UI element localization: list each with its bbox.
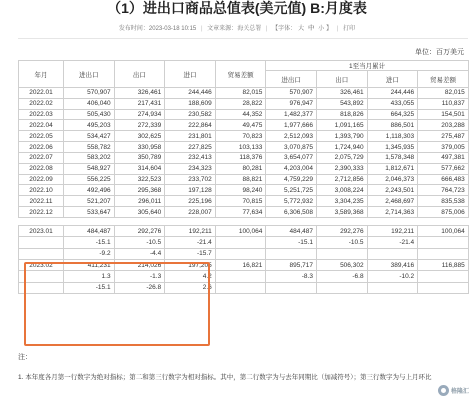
cell-value: 577,662 — [418, 163, 469, 174]
cell-value: 234,323 — [165, 163, 216, 174]
cell-value — [418, 248, 469, 259]
cell-value: 556,225 — [64, 174, 115, 185]
cell-value: 197,205 — [165, 259, 216, 270]
page-title: （1）进出口商品总值表(美元值) B:月度表 — [107, 0, 367, 16]
cell-value: 1,578,348 — [367, 152, 418, 163]
cell-value: -1.3 — [114, 271, 165, 282]
table-row — [19, 237, 469, 248]
cell-value: 244,446 — [165, 88, 216, 99]
cell-value — [215, 237, 266, 248]
spacer-cell — [19, 217, 64, 225]
table-row — [19, 163, 469, 174]
cell-value: 406,040 — [64, 98, 115, 109]
article-meta — [0, 25, 474, 34]
cell-value: 835,538 — [418, 196, 469, 207]
cell-value: 6,306,508 — [266, 207, 317, 218]
cell-value — [266, 248, 317, 259]
cell-value: 203,288 — [418, 120, 469, 131]
cell-value — [418, 282, 469, 293]
cell-month: 2022.11 — [19, 196, 64, 207]
font-size-close: 】 — [326, 26, 333, 32]
cell-value — [418, 237, 469, 248]
cell-value: -10.5 — [316, 237, 367, 248]
col-header-cumulative: 1至当月累计 — [266, 61, 468, 71]
cell-value: 4,759,229 — [266, 174, 317, 185]
table-row — [19, 225, 469, 236]
publish-label: 发布时间： — [118, 26, 149, 32]
cell-value: 275,487 — [418, 131, 469, 142]
table-row — [19, 185, 469, 196]
cell-value — [215, 282, 266, 293]
table-row — [19, 207, 469, 218]
spacer-cell — [215, 217, 266, 225]
logo-mark-icon — [438, 385, 449, 396]
cell-value: 5,251,725 — [266, 185, 317, 196]
col-header-export: 出口 — [114, 61, 165, 88]
cell-value: -10.5 — [114, 237, 165, 248]
trade-value-table — [18, 60, 469, 294]
cell-value: 296,011 — [114, 196, 165, 207]
cell-value: 492,496 — [64, 185, 115, 196]
cell-value: 4,203,004 — [266, 163, 317, 174]
cell-value: 764,723 — [418, 185, 469, 196]
cell-value — [215, 248, 266, 259]
table-row — [19, 282, 469, 293]
cell-month — [19, 271, 64, 282]
col-header-cum-import: 进口 — [367, 71, 418, 88]
table-row — [19, 248, 469, 259]
cell-value — [367, 248, 418, 259]
spacer-cell — [418, 217, 469, 225]
cell-value: 192,211 — [165, 225, 216, 236]
cell-value: 495,203 — [64, 120, 115, 131]
cell-value: 232,413 — [165, 152, 216, 163]
cell-value: -9.2 — [64, 248, 115, 259]
cell-value: 895,717 — [266, 259, 317, 270]
cell-value: 558,782 — [64, 142, 115, 153]
table-row — [19, 109, 469, 120]
cell-value: -15.7 — [165, 248, 216, 259]
cell-value: 2.6 — [165, 282, 216, 293]
cell-value: 2,468,697 — [367, 196, 418, 207]
cell-month: 2022.10 — [19, 185, 64, 196]
cell-value: 2,712,856 — [316, 174, 367, 185]
table-row — [19, 259, 469, 270]
cell-value: 227,825 — [165, 142, 216, 153]
cell-value: -15.1 — [64, 237, 115, 248]
cell-value — [266, 282, 317, 293]
cell-value — [316, 282, 367, 293]
spacer-cell — [367, 217, 418, 225]
cell-value: 326,461 — [316, 88, 367, 99]
cell-value: 326,461 — [114, 88, 165, 99]
cell-value: 222,864 — [165, 120, 216, 131]
cell-value — [367, 282, 418, 293]
cell-value: 2,512,093 — [266, 131, 317, 142]
cell-value: 28,822 — [215, 98, 266, 109]
cell-value: 1,393,790 — [316, 131, 367, 142]
print-link[interactable]: 打印 — [343, 26, 356, 32]
table-row — [19, 152, 469, 163]
cell-value: 228,007 — [165, 207, 216, 218]
meta-divider: | — [265, 26, 268, 32]
font-size-medium-button[interactable]: 中 — [308, 26, 315, 32]
cell-value: 225,196 — [165, 196, 216, 207]
cell-value: 433,055 — [367, 98, 418, 109]
cell-value: -10.2 — [367, 271, 418, 282]
cell-value: 4.2 — [165, 271, 216, 282]
cell-value: 292,276 — [114, 225, 165, 236]
cell-value: 1,118,303 — [367, 131, 418, 142]
notes-text: 1. 本年度各月第一行数字为绝对指标；第二和第三行数字为相对指标。其中，第二行数字为与去年同期比（加减符号）；第三行数字为与上月环比 — [18, 374, 432, 381]
cell-value: 543,892 — [316, 98, 367, 109]
cell-month: 2022.07 — [19, 152, 64, 163]
cell-value: 3,589,368 — [316, 207, 367, 218]
table-row — [19, 120, 469, 131]
cell-value: 192,211 — [367, 225, 418, 236]
table-row — [19, 131, 469, 142]
cell-value: 666,483 — [418, 174, 469, 185]
cell-value: 886,501 — [367, 120, 418, 131]
cell-value: 70,823 — [215, 131, 266, 142]
cell-value: 506,302 — [316, 259, 367, 270]
spacer-cell — [64, 217, 115, 225]
cell-value: 3,304,235 — [316, 196, 367, 207]
cell-month: 2022.05 — [19, 131, 64, 142]
cell-value: -15.1 — [266, 237, 317, 248]
font-size-large-button[interactable]: 大 — [298, 26, 305, 32]
cell-value: 322,523 — [114, 174, 165, 185]
table-row — [19, 98, 469, 109]
cell-value: 88,821 — [215, 174, 266, 185]
cell-value: 1,724,940 — [316, 142, 367, 153]
cell-value: 16,821 — [215, 259, 266, 270]
cell-value: 118,376 — [215, 152, 266, 163]
cell-value: 231,801 — [165, 131, 216, 142]
table-row — [19, 196, 469, 207]
cell-value: -21.4 — [165, 237, 216, 248]
table-row — [19, 271, 469, 282]
cell-value: 272,339 — [114, 120, 165, 131]
notes-label: 注： — [18, 354, 32, 361]
cell-value: 188,609 — [165, 98, 216, 109]
cell-value: 570,907 — [64, 88, 115, 99]
meta-divider: | — [336, 26, 339, 32]
cell-value: 230,582 — [165, 109, 216, 120]
cell-value: 818,826 — [316, 109, 367, 120]
cell-value: 3,008,224 — [316, 185, 367, 196]
watermark-logo — [438, 382, 472, 398]
cell-value: 330,958 — [114, 142, 165, 153]
cell-value: 2,390,333 — [316, 163, 367, 174]
logo-text: 格隆汇 — [451, 388, 470, 395]
cell-value: 98,240 — [215, 185, 266, 196]
cell-value — [215, 271, 266, 282]
cell-value: 103,133 — [215, 142, 266, 153]
cell-value: -21.4 — [367, 237, 418, 248]
cell-value: 2,243,501 — [367, 185, 418, 196]
cell-month: 2023.02 — [19, 259, 64, 270]
cell-value: -6.8 — [316, 271, 367, 282]
cell-month — [19, 248, 64, 259]
cell-value: 116,885 — [418, 259, 469, 270]
cell-value: 2,714,363 — [367, 207, 418, 218]
cell-value: 80,281 — [215, 163, 266, 174]
cell-value: -26.8 — [114, 282, 165, 293]
unit-label: 单位：百万美元 — [415, 49, 464, 56]
table-row — [19, 174, 469, 185]
cell-value: 217,431 — [114, 98, 165, 109]
header-divider — [18, 38, 468, 39]
cell-value: 305,640 — [114, 207, 165, 218]
cell-value: 295,368 — [114, 185, 165, 196]
cell-value: 505,430 — [64, 109, 115, 120]
cell-value: 2,046,373 — [367, 174, 418, 185]
cell-value: 82,015 — [215, 88, 266, 99]
source-label: 文章来源： — [207, 26, 238, 32]
cell-value: 548,927 — [64, 163, 115, 174]
cell-value: 875,006 — [418, 207, 469, 218]
cell-value: -15.1 — [64, 282, 115, 293]
cell-value: 411,231 — [64, 259, 115, 270]
font-size-small-button[interactable]: 小 — [318, 26, 325, 32]
cell-month: 2022.02 — [19, 98, 64, 109]
cell-value: 82,015 — [418, 88, 469, 99]
col-header-balance: 贸易差额 — [215, 61, 266, 88]
cell-value: 292,276 — [316, 225, 367, 236]
cell-value: 5,772,932 — [266, 196, 317, 207]
cell-value: 233,702 — [165, 174, 216, 185]
meta-divider: | — [200, 26, 203, 32]
cell-value: 100,064 — [215, 225, 266, 236]
cell-value: 570,907 — [266, 88, 317, 99]
col-header-cum-trade: 进出口 — [266, 71, 317, 88]
col-header-cum-balance: 贸易差额 — [418, 71, 469, 88]
cell-value: 976,947 — [266, 98, 317, 109]
table-row — [19, 88, 469, 99]
col-header-trade: 进出口 — [64, 61, 115, 88]
cell-month — [19, 282, 64, 293]
cell-month: 2022.04 — [19, 120, 64, 131]
cell-value: 521,207 — [64, 196, 115, 207]
cell-value: 1,345,935 — [367, 142, 418, 153]
spacer-cell — [165, 217, 216, 225]
col-header-import: 进口 — [165, 61, 216, 88]
cell-value: 1,091,165 — [316, 120, 367, 131]
cell-value: 497,381 — [418, 152, 469, 163]
cell-value: 314,604 — [114, 163, 165, 174]
cell-value: -8.3 — [266, 271, 317, 282]
cell-value: 3,654,077 — [266, 152, 317, 163]
cell-month: 2022.03 — [19, 109, 64, 120]
cell-value: 583,202 — [64, 152, 115, 163]
spacer-cell — [114, 217, 165, 225]
cell-value: 274,934 — [114, 109, 165, 120]
cell-value: 3,070,875 — [266, 142, 317, 153]
cell-value: 302,625 — [114, 131, 165, 142]
cell-value — [316, 248, 367, 259]
cell-value: 1,977,666 — [266, 120, 317, 131]
cell-month: 2022.06 — [19, 142, 64, 153]
col-header-cum-export: 出口 — [316, 71, 367, 88]
cell-month: 2022.01 — [19, 88, 64, 99]
cell-month: 2022.09 — [19, 174, 64, 185]
cell-value: 350,789 — [114, 152, 165, 163]
cell-value: 484,487 — [64, 225, 115, 236]
cell-value: 49,475 — [215, 120, 266, 131]
cell-value: 389,416 — [367, 259, 418, 270]
cell-value — [418, 271, 469, 282]
font-size-label: 【字体： — [272, 26, 297, 32]
cell-value: 1,482,377 — [266, 109, 317, 120]
cell-value: 244,446 — [367, 88, 418, 99]
cell-value: 379,005 — [418, 142, 469, 153]
cell-value: 214,026 — [114, 259, 165, 270]
cell-value: 110,837 — [418, 98, 469, 109]
spacer-cell — [266, 217, 317, 225]
cell-value: 100,064 — [418, 225, 469, 236]
cell-month — [19, 237, 64, 248]
cell-value: 154,501 — [418, 109, 469, 120]
col-header-month: 年月 — [19, 61, 64, 88]
cell-value: 77,634 — [215, 207, 266, 218]
cell-value: 2,075,729 — [316, 152, 367, 163]
cell-month: 2022.12 — [19, 207, 64, 218]
cell-value: 197,128 — [165, 185, 216, 196]
cell-month: 2023.01 — [19, 225, 64, 236]
cell-value: -4.4 — [114, 248, 165, 259]
spacer-cell — [316, 217, 367, 225]
table-row — [19, 142, 469, 153]
cell-value: 534,427 — [64, 131, 115, 142]
cell-value: 664,325 — [367, 109, 418, 120]
source-name: 海关总署 — [237, 26, 262, 32]
cell-value: 484,487 — [266, 225, 317, 236]
cell-value: 70,815 — [215, 196, 266, 207]
cell-value: 44,352 — [215, 109, 266, 120]
cell-value: 1.3 — [64, 271, 115, 282]
cell-month: 2022.08 — [19, 163, 64, 174]
cell-value: 533,647 — [64, 207, 115, 218]
publish-time: 2023-03-18 10:15 — [148, 26, 197, 32]
cell-value: 1,812,671 — [367, 163, 418, 174]
table-spacer-row — [19, 217, 469, 225]
